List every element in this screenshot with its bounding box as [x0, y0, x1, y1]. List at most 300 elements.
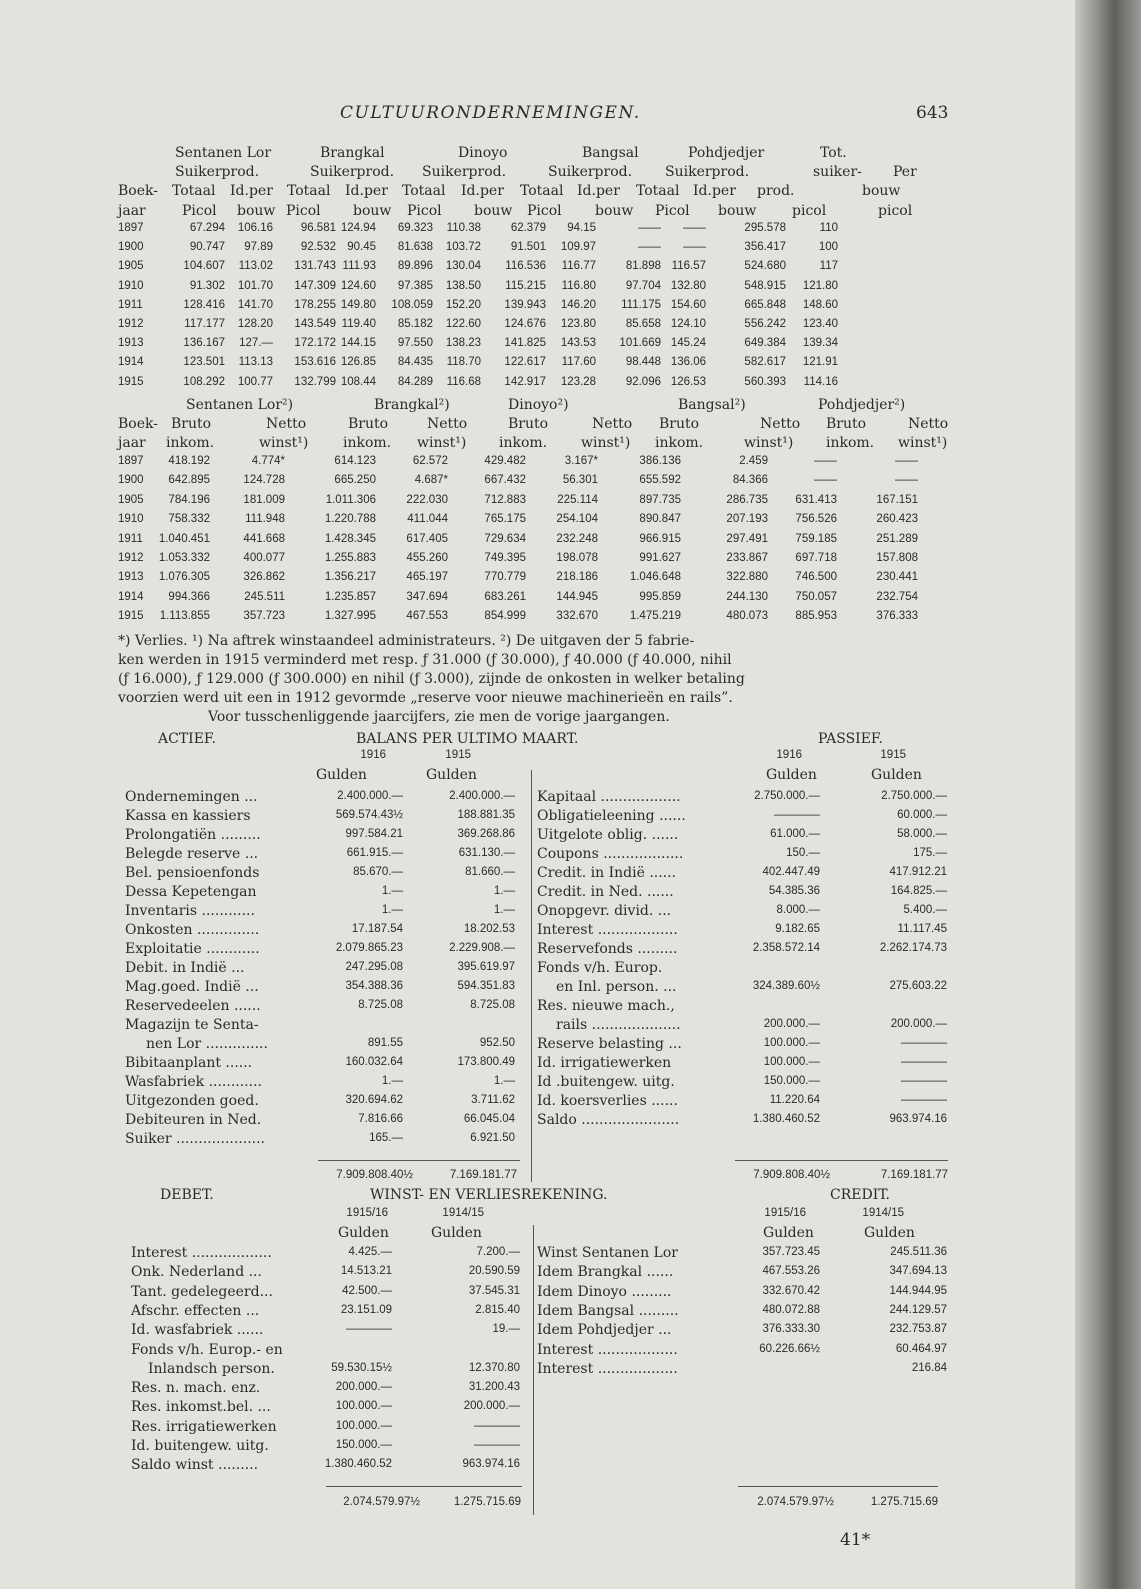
value-cell: 966.915 [639, 532, 681, 545]
value-cell: —— [638, 241, 661, 254]
value-cell: 126.85 [340, 356, 376, 369]
value-cell: 347.694 [406, 590, 448, 603]
unit-header: Gulden [431, 1225, 482, 1241]
debet-1914-15: 19.— [492, 1323, 520, 1336]
value-cell: 111.948 [245, 513, 285, 526]
value-cell: 207.193 [726, 513, 768, 526]
value-cell: 386.136 [639, 455, 681, 467]
column-header: Bruto [348, 416, 389, 432]
credit-1915-16: 357.723.45 [762, 1246, 820, 1258]
value-cell: 106.16 [237, 222, 273, 234]
value-cell: 81.898 [625, 260, 661, 273]
value-cell: 136.06 [670, 356, 706, 369]
passief-item-label: Uitgelote oblig. ...... [537, 827, 679, 843]
debet-item-label: Res. irrigatiewerken [131, 1418, 277, 1435]
value-cell: 418.192 [168, 455, 210, 467]
debet-item-label: Res. n. mach. enz. [131, 1380, 261, 1397]
value-cell: 1.327.995 [324, 610, 376, 623]
passief-item-label: Credit. in Indië ...... [537, 865, 677, 881]
debet-1914-15: 12.370.80 [468, 1361, 520, 1374]
value-cell: 1.428.345 [324, 532, 376, 545]
rule-line [531, 770, 532, 1182]
year-cell: 1915 [118, 610, 144, 623]
column-subheader: Suikerprod. [310, 164, 395, 180]
column-header: Id.per [693, 183, 736, 199]
passief-item-label: Res. nieuwe mach., [537, 998, 675, 1014]
running-head: CULTUURONDERNEMINGEN. [340, 103, 641, 123]
passief-total-1915: 7.169.181.77 [880, 1169, 948, 1181]
value-cell: —— [683, 222, 706, 234]
year-cell: 1913 [118, 571, 144, 584]
actief-1916: 17.187.54 [351, 923, 403, 935]
column-header: picol [792, 203, 827, 219]
credit-1914-15: 245.511.36 [890, 1246, 947, 1258]
actief-1916: 1.— [381, 904, 403, 916]
value-cell: 2.459 [739, 455, 768, 467]
value-cell: 3.167* [564, 455, 598, 467]
value-cell: 104.607 [183, 260, 225, 273]
passief-item-label: Onopgevr. divid. ... [537, 903, 672, 919]
value-cell: 1.475.219 [629, 610, 681, 623]
actief-1916: 160.032.64 [345, 1056, 403, 1068]
column-header: Totaal [520, 183, 564, 199]
value-cell: —— [895, 474, 918, 487]
passief-item-label: Fonds v/h. Europ. [537, 960, 663, 976]
debet-label: DEBET. [160, 1187, 214, 1203]
value-cell: 128.416 [183, 298, 225, 311]
column-header: Netto [427, 416, 468, 432]
value-cell: 110 [819, 222, 838, 234]
column-header: Picol [407, 203, 442, 219]
actief-1915: 369.268.86 [457, 828, 515, 840]
actief-1915: 395.619.97 [457, 961, 515, 973]
actief-item-label: Uitgezonden goed. [125, 1093, 259, 1109]
column-header: Bruto [659, 416, 700, 432]
value-cell: 655.592 [639, 474, 681, 487]
value-cell: 1.356.217 [324, 571, 376, 584]
actief-1915: 66.045.04 [463, 1113, 515, 1125]
value-cell: 100 [818, 241, 838, 254]
actief-1916: 1.— [381, 1075, 403, 1087]
value-cell: 97.385 [397, 279, 433, 292]
column-header: Picol [286, 203, 321, 219]
column-header: inkom. [343, 435, 392, 451]
column-group-header: Sentanen Lor [175, 145, 272, 161]
value-cell: 145.24 [670, 337, 706, 350]
actief-1915: 188.881.35 [457, 809, 515, 821]
passief-item-label: Reservefonds ......... [537, 941, 678, 957]
passief-1915: 200.000.— [890, 1018, 947, 1030]
value-cell: 784.196 [168, 493, 210, 506]
value-cell: 94.15 [567, 222, 596, 234]
value-cell: 524.680 [744, 260, 786, 273]
value-cell: 116.536 [505, 260, 546, 273]
value-cell: 582.617 [744, 356, 786, 369]
value-cell: 230.441 [876, 571, 918, 584]
value-cell: 614.123 [334, 455, 376, 467]
value-cell: 109.97 [560, 241, 596, 254]
unit-header: Gulden [426, 767, 477, 783]
credit-1915-16: 332.670.42 [762, 1284, 820, 1297]
column-group-header: Sentanen Lor²) [186, 397, 294, 413]
year-header: 1915 [445, 749, 471, 761]
credit-1914-15: 232.753.87 [889, 1323, 947, 1336]
footnote [118, 632, 948, 727]
passief-item-label: Coupons .................. [537, 846, 684, 862]
actief-1915: 631.130.— [458, 847, 515, 859]
column-header: inkom. [826, 435, 875, 451]
column-header: inkom. [166, 435, 215, 451]
unit-header: Gulden [763, 1225, 814, 1241]
value-cell: 90.45 [347, 241, 376, 254]
passief-item-label: Obligatieleening ...... [537, 808, 686, 824]
debet-1915-16: 4.425.— [348, 1246, 392, 1258]
actief-1916: 320.694.62 [345, 1094, 403, 1106]
credit-1914-15: 216.84 [911, 1361, 947, 1374]
value-cell: 103.72 [445, 241, 481, 254]
actief-1915: 1.— [493, 885, 515, 897]
value-cell: 117.177 [184, 318, 225, 330]
actief-item-label: Wasfabriek ............ [125, 1074, 262, 1090]
value-cell: 758.332 [168, 513, 210, 526]
value-cell: 81.638 [397, 241, 433, 254]
credit-1914-15: 60.464.97 [895, 1342, 947, 1355]
value-cell: 124.676 [504, 318, 546, 330]
value-cell: 148.60 [802, 298, 838, 311]
value-cell: 376.333 [876, 610, 918, 623]
debet-item-label: Saldo winst ......... [131, 1457, 259, 1474]
footnote-line: Voor tusschenliggende jaarcijfers, zie men de vorige jaargangen. [208, 709, 670, 725]
rule-line [738, 1486, 938, 1487]
value-cell: 441.668 [243, 532, 285, 545]
value-cell: 232.754 [876, 590, 918, 603]
value-cell: 122.60 [445, 318, 481, 330]
value-cell: 117 [819, 260, 838, 273]
debet-1914-15: 963.974.16 [462, 1458, 520, 1471]
value-cell: 90.747 [189, 241, 225, 254]
value-cell: 141.70 [237, 298, 273, 311]
column-header: Id.per [577, 183, 620, 199]
column-header: bouw [237, 203, 276, 219]
value-cell: 759.185 [795, 532, 837, 545]
value-cell: 1.235.857 [324, 590, 376, 603]
value-cell: 116.57 [671, 260, 706, 273]
value-cell: 897.735 [639, 493, 681, 506]
column-header: winst¹) [898, 435, 948, 451]
value-cell: 749.395 [484, 552, 526, 564]
value-cell: 153.616 [294, 356, 336, 369]
column-group-header: Dinoyo²) [508, 397, 569, 413]
value-cell: 116.80 [561, 279, 596, 292]
actief-item-label: Suiker .................... [125, 1131, 265, 1147]
value-cell: 132.799 [294, 375, 336, 388]
credit-1914-15: 144.944.95 [889, 1284, 947, 1297]
passief-1915: 58.000.— [897, 828, 947, 840]
value-cell: 124.10 [670, 318, 706, 330]
debet-item-label: Res. inkomst.bel. ... [131, 1399, 271, 1416]
debet-1915-16: 100.000.— [335, 1400, 392, 1413]
year-cell: 1911 [118, 298, 143, 311]
actief-total-1916: 7.909.808.40½ [336, 1169, 413, 1181]
actief-item-label: Belegde reserve ... [125, 846, 259, 862]
actief-1916: 2.400.000.— [337, 790, 403, 802]
value-cell: —— [895, 455, 918, 467]
value-cell: 995.859 [639, 590, 681, 603]
value-cell: 131.743 [294, 260, 336, 273]
value-cell: 1.220.788 [324, 513, 376, 526]
column-group-header: Tot. [820, 145, 847, 161]
column-header: bouw [862, 183, 901, 199]
value-cell: 729.634 [484, 532, 526, 545]
value-cell: 143.549 [294, 318, 336, 330]
value-cell: 96.581 [300, 222, 336, 234]
value-cell: 4.687* [414, 474, 448, 487]
debet-1915-16: 1.380.460.52 [324, 1458, 392, 1471]
column-header: bouw [595, 203, 634, 219]
value-cell: 1.011.306 [325, 493, 376, 506]
actief-1915: 18.202.53 [463, 923, 515, 935]
debet-1915-16: 23.151.09 [340, 1303, 392, 1316]
column-header: bouw [353, 203, 392, 219]
value-cell: 746.500 [795, 571, 837, 584]
value-cell: 890.847 [639, 513, 681, 526]
rule-line [735, 1160, 948, 1161]
value-cell: 1.076.305 [158, 571, 210, 584]
actief-item-label: Ondernemingen ... [125, 789, 258, 805]
passief-1915: 2.262.174.73 [879, 942, 947, 954]
passief-1916: ———— [774, 809, 820, 821]
value-cell: 139.943 [504, 298, 546, 311]
value-cell: 69.323 [397, 222, 433, 234]
value-cell: 108.292 [183, 375, 225, 388]
column-group-header: Pohdjedjer [688, 145, 765, 161]
value-cell: 121.80 [802, 279, 838, 292]
value-cell: 126.53 [670, 375, 706, 388]
actief-total-1915: 7.169.181.77 [449, 1169, 517, 1181]
debet-item-label: Tant. gedelegeerd... [131, 1283, 273, 1300]
value-cell: 991.627 [639, 552, 681, 564]
value-cell: 110.38 [446, 222, 481, 234]
passief-1915: 275.603.22 [889, 980, 947, 992]
unit-header: Gulden [316, 767, 367, 783]
value-cell: 1.046.648 [629, 571, 681, 584]
column-group-header: Brangkal²) [374, 397, 450, 413]
actief-1915: 6.921.50 [470, 1132, 515, 1144]
passief-1916: 54.385.36 [768, 885, 820, 897]
value-cell: 260.423 [876, 513, 918, 526]
passief-item-label: rails .................... [556, 1017, 681, 1033]
column-subheader: suiker- [813, 164, 862, 180]
value-cell: 85.182 [397, 318, 433, 330]
value-cell: 56.301 [562, 474, 598, 487]
value-cell: 97.704 [625, 279, 661, 292]
passief-item-label: Saldo ...................... [537, 1112, 680, 1128]
value-cell: 139.34 [802, 337, 838, 350]
value-cell: 123.80 [560, 318, 596, 330]
column-header: bouw [718, 203, 757, 219]
value-cell: 560.393 [744, 375, 786, 388]
value-cell: 123.28 [560, 375, 596, 388]
year-cell: 1910 [118, 513, 144, 526]
year-header: 1916 [776, 749, 802, 761]
value-cell: 455.260 [406, 552, 448, 564]
column-group-header: Brangkal [320, 145, 385, 161]
value-cell: 683.261 [484, 590, 526, 603]
passief-item-label: Interest .................. [537, 922, 678, 938]
year-cell: 1905 [118, 260, 144, 273]
value-cell: 232.248 [556, 532, 598, 545]
column-header: winst¹) [259, 435, 309, 451]
actief-label: ACTIEF. [158, 731, 216, 747]
unit-header: Gulden [338, 1225, 389, 1241]
value-cell: 132.80 [670, 279, 706, 292]
value-cell: 92.532 [300, 241, 336, 254]
passief-item-label: Credit. in Ned. ...... [537, 884, 674, 900]
actief-1916: 661.915.— [346, 847, 403, 859]
column-header: Bruto [171, 416, 212, 432]
actief-1915: 1.— [493, 1075, 515, 1087]
actief-item-label: Mag.goed. Indië ... [125, 979, 259, 995]
actief-1915: 8.725.08 [470, 999, 515, 1011]
actief-1916: 7.816.66 [358, 1113, 403, 1125]
passief-total-1916: 7.909.808.40½ [753, 1169, 830, 1181]
value-cell: 467.553 [406, 610, 448, 623]
credit-item-label: Interest .................. [537, 1360, 678, 1377]
value-cell: 128.20 [237, 318, 273, 330]
debet-1914-15: 37.545.31 [468, 1284, 520, 1297]
column-header: Netto [908, 416, 949, 432]
actief-1916: 85.670.— [353, 866, 403, 878]
value-cell: 332.670 [556, 610, 598, 623]
value-cell: 149.80 [340, 298, 376, 311]
value-cell: 245.511 [244, 590, 285, 603]
footnote-line: (ƒ 16.000), ƒ 129.000 (ƒ 300.000) en nihil (ƒ 3.000), zijnde de onkosten in welker betaling [118, 671, 745, 687]
value-cell: 326.862 [243, 571, 285, 584]
actief-1915: 1.— [493, 904, 515, 916]
year-header: 1914/15 [862, 1207, 904, 1219]
credit-item-label: Idem Bangsal ......... [537, 1302, 679, 1319]
unit-header: Gulden [871, 767, 922, 783]
passief-item-label: en Inl. person. ... [556, 979, 677, 995]
actief-1916: 247.295.08 [345, 961, 403, 973]
unit-header: Gulden [864, 1225, 915, 1241]
value-cell: 286.735 [726, 493, 768, 506]
credit-1915-16: 467.553.26 [762, 1265, 820, 1278]
column-header: picol [878, 203, 913, 219]
value-cell: 218.186 [556, 571, 598, 584]
value-cell: 146.20 [560, 298, 596, 311]
value-cell: 115.215 [505, 279, 546, 292]
year-cell: 1915 [118, 375, 144, 388]
actief-item-label: Magazijn te Senta- [125, 1017, 259, 1033]
credit-total-1915-16: 2.074.579.97½ [757, 1496, 834, 1508]
column-header: inkom. [499, 435, 548, 451]
value-cell: 357.723 [243, 610, 285, 623]
value-cell: 1.255.883 [324, 552, 376, 564]
column-group-header: Dinoyo [458, 145, 508, 161]
debet-1914-15: 200.000.— [463, 1400, 520, 1413]
value-cell: 124.728 [243, 474, 285, 487]
column-header: jaar [118, 203, 146, 219]
actief-item-label: Prolongatiën ......... [125, 827, 261, 843]
value-cell: 84.289 [397, 375, 433, 388]
passief-1915: ———— [901, 1037, 947, 1049]
passief-1916: 200.000.— [763, 1018, 820, 1030]
value-cell: 127.— [239, 337, 273, 350]
unit-header: Gulden [766, 767, 817, 783]
value-cell: 91.302 [189, 279, 225, 292]
actief-1915: 2.229.908.— [449, 942, 515, 954]
debet-1915-16: 42.500.— [342, 1284, 392, 1297]
value-cell: 147.309 [294, 279, 336, 292]
value-cell: 92.096 [625, 375, 661, 388]
passief-item-label: Id. koersverlies ...... [537, 1093, 678, 1109]
actief-1916: 569.574.43½ [335, 809, 403, 821]
column-header: Netto [592, 416, 633, 432]
value-cell: 322.880 [726, 571, 768, 584]
value-cell: 244.130 [726, 590, 768, 603]
value-cell: 101.669 [619, 337, 661, 350]
column-header: winst¹) [581, 435, 631, 451]
year-cell: 1897 [118, 222, 144, 234]
debet-total-1914-15: 1.275.715.69 [453, 1496, 521, 1508]
passief-1915: ———— [901, 1056, 947, 1068]
value-cell: 111.175 [621, 298, 661, 311]
passief-1915: 11.117.45 [897, 923, 947, 935]
value-cell: 429.482 [484, 455, 526, 467]
column-header: Totaal [402, 183, 446, 199]
page-number: 643 [916, 103, 949, 123]
value-cell: 4.774* [251, 455, 285, 467]
value-cell: 121.91 [802, 356, 838, 369]
value-cell: 100.77 [237, 375, 273, 388]
value-cell: 108.059 [391, 298, 433, 311]
column-header: Bruto [826, 416, 867, 432]
column-header: Netto [266, 416, 307, 432]
year-cell: 1914 [118, 590, 144, 603]
value-cell: 756.526 [795, 513, 837, 526]
debet-1915-16: ———— [346, 1323, 392, 1336]
rule-line [318, 1160, 520, 1161]
passief-label: PASSIEF. [818, 731, 883, 747]
credit-1915-16: 60.226.66½ [759, 1342, 820, 1355]
value-cell: 84.435 [397, 356, 433, 369]
column-header: prod. [757, 183, 795, 199]
balance-title: BALANS PER ULTIMO MAART. [356, 731, 579, 747]
passief-1916: 8.000.— [776, 904, 820, 916]
value-cell: 67.294 [189, 222, 225, 234]
column-header: Id.per [461, 183, 504, 199]
footnote-line: ken werden in 1915 verminderd met resp. ƒ 31.000 (ƒ 30.000), ƒ 40.000 (ƒ 40.000, nihil [118, 652, 732, 668]
value-cell: 1.113.855 [159, 610, 210, 623]
value-cell: 750.057 [795, 590, 837, 603]
value-cell: 91.501 [510, 241, 546, 254]
column-header: Id.per [345, 183, 388, 199]
year-cell: 1912 [118, 552, 144, 564]
value-cell: 994.366 [168, 590, 210, 603]
value-cell: —— [814, 474, 837, 487]
debet-1914-15: 2.815.40 [475, 1303, 520, 1316]
value-cell: 667.432 [484, 474, 526, 487]
value-cell: 770.779 [484, 571, 526, 584]
debet-1915-16: 150.000.— [335, 1439, 392, 1451]
debet-item-label: Id. buitengew. uitg. [131, 1438, 269, 1454]
debet-1914-15: 20.590.59 [468, 1265, 520, 1278]
value-cell: 297.491 [726, 532, 768, 545]
value-cell: —— [683, 241, 706, 254]
column-header: winst¹) [744, 435, 794, 451]
value-cell: 152.20 [445, 298, 481, 311]
